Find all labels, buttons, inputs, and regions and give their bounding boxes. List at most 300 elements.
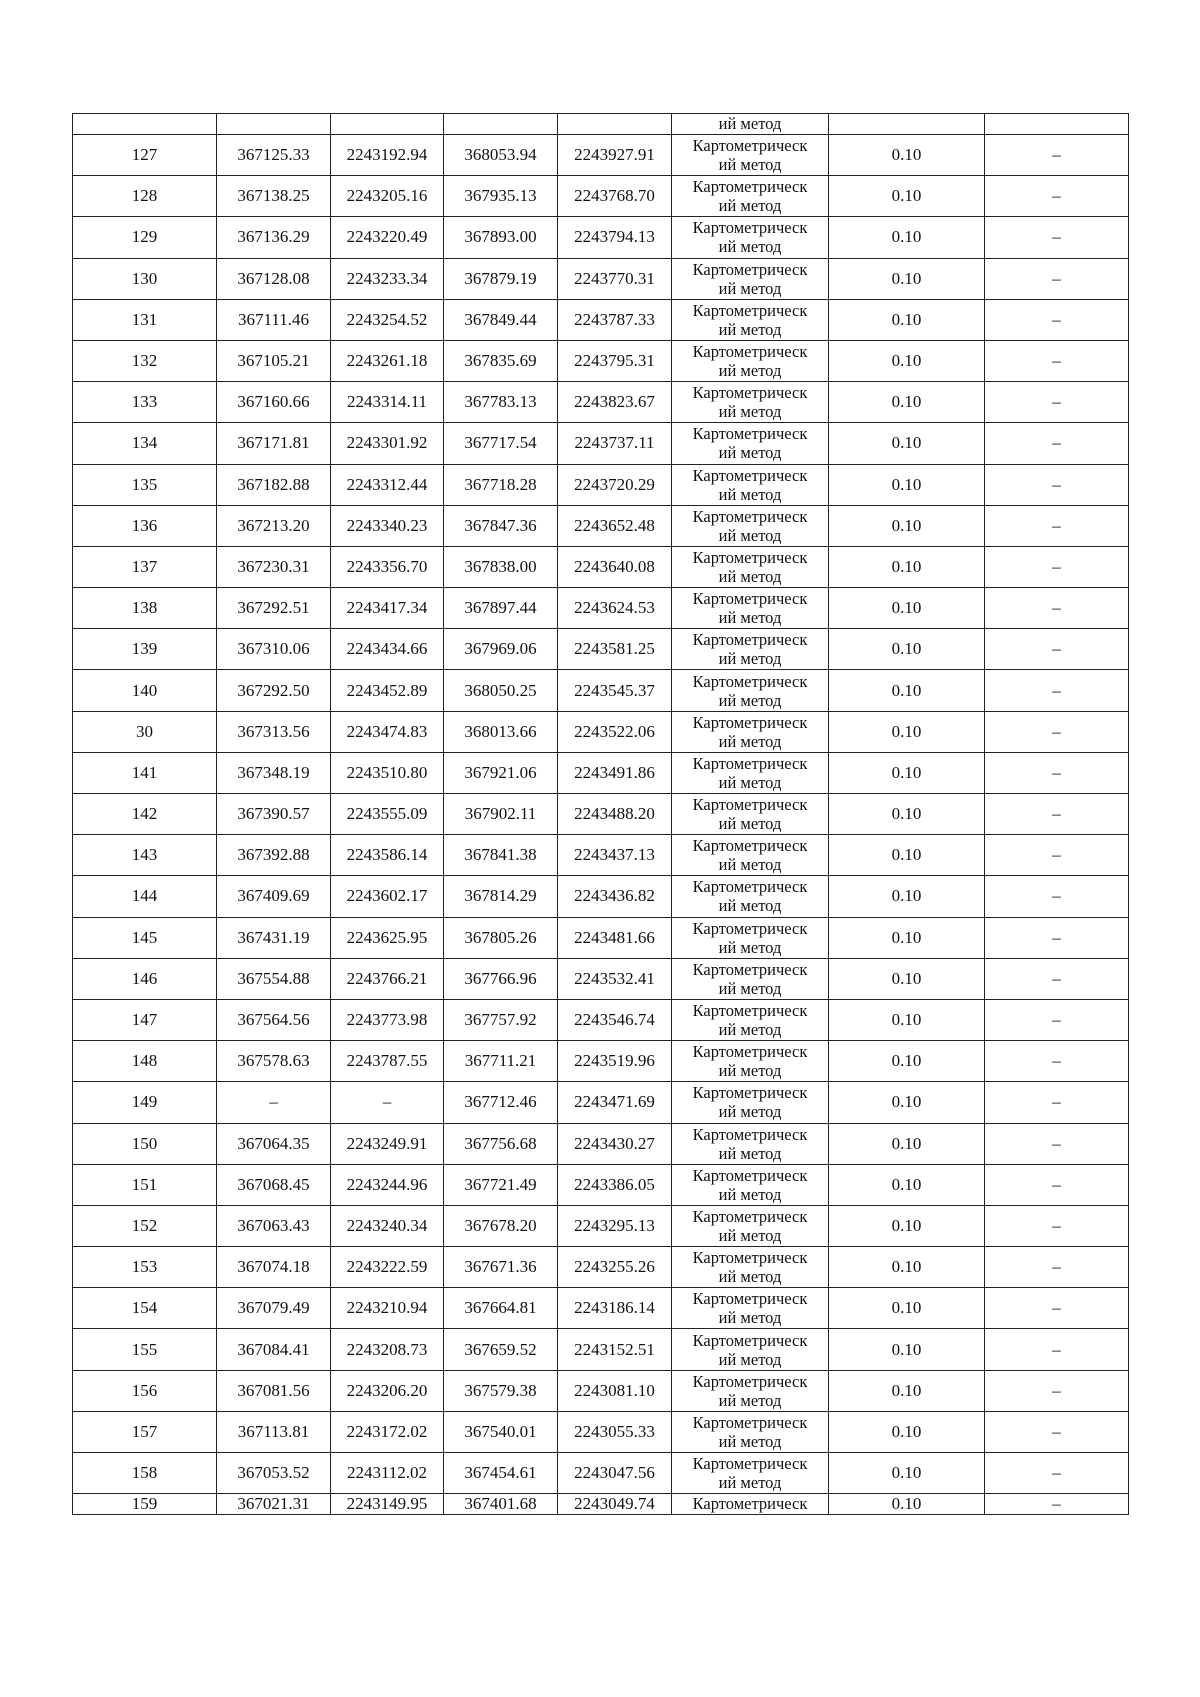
cell-num: 30 — [73, 711, 217, 752]
cell-num: 158 — [73, 1453, 217, 1494]
cell-method — [672, 752, 829, 793]
cell-y2: 2243436.82 — [558, 876, 672, 917]
cell-y1: 2243452.89 — [331, 670, 444, 711]
cell-last: – — [985, 999, 1129, 1040]
cell-y1: 2243254.52 — [331, 299, 444, 340]
cell-accuracy: 0.10 — [829, 629, 985, 670]
cell-y2: 2243795.31 — [558, 340, 672, 381]
cell-x2: 367678.20 — [444, 1205, 558, 1246]
cell-method — [672, 1041, 829, 1082]
method-text: Картометрическ ий метод — [692, 136, 808, 175]
cell-num: 145 — [73, 917, 217, 958]
cell-method — [672, 176, 829, 217]
method-text: Картометрическ ий метод — [692, 589, 808, 628]
cell-method — [672, 1494, 829, 1515]
cell-y2: 2243491.86 — [558, 752, 672, 793]
cell-y2: 2243640.08 — [558, 546, 672, 587]
cell-method — [672, 1288, 829, 1329]
cell-y2: 2243768.70 — [558, 176, 672, 217]
cell-accuracy: 0.10 — [829, 958, 985, 999]
cell-y1: 2243261.18 — [331, 340, 444, 381]
method-text: Картометрическ ий метод — [692, 1248, 808, 1287]
cell-x2: 367540.01 — [444, 1411, 558, 1452]
cell-y2: 2243049.74 — [558, 1494, 672, 1515]
cell-y2: 2243152.51 — [558, 1329, 672, 1370]
cell-x1: 367182.88 — [217, 464, 331, 505]
cell-x1: 367053.52 — [217, 1453, 331, 1494]
cell-x1: 367138.25 — [217, 176, 331, 217]
cell-y2: 2243386.05 — [558, 1164, 672, 1205]
cell-x1: 367068.45 — [217, 1164, 331, 1205]
cell-accuracy: 0.10 — [829, 176, 985, 217]
cell-y2: 2243770.31 — [558, 258, 672, 299]
cell-y2: 2243546.74 — [558, 999, 672, 1040]
cell-y1: 2243240.34 — [331, 1205, 444, 1246]
table-row — [73, 917, 1129, 958]
cell-num: 149 — [73, 1082, 217, 1123]
cell-x1: 367136.29 — [217, 217, 331, 258]
cell-x2 — [444, 114, 558, 135]
cell-y2: 2243488.20 — [558, 794, 672, 835]
cell-y1: 2243206.20 — [331, 1370, 444, 1411]
cell-last: – — [985, 1411, 1129, 1452]
cell-x1: 367392.88 — [217, 835, 331, 876]
table-row — [73, 876, 1129, 917]
table-row — [73, 1164, 1129, 1205]
cell-method — [672, 258, 829, 299]
cell-method — [672, 1329, 829, 1370]
cell-y1: 2243602.17 — [331, 876, 444, 917]
cell-x2: 367935.13 — [444, 176, 558, 217]
cell-num: 154 — [73, 1288, 217, 1329]
cell-num: 157 — [73, 1411, 217, 1452]
table-row — [73, 588, 1129, 629]
cell-num: 146 — [73, 958, 217, 999]
cell-num: 140 — [73, 670, 217, 711]
cell-y2: 2243471.69 — [558, 1082, 672, 1123]
cell-accuracy: 0.10 — [829, 752, 985, 793]
cell-method — [672, 464, 829, 505]
cell-num: 129 — [73, 217, 217, 258]
cell-num: 155 — [73, 1329, 217, 1370]
cell-num: 150 — [73, 1123, 217, 1164]
method-text: Картометрическ ий метод — [692, 959, 808, 998]
cell-x1: 367310.06 — [217, 629, 331, 670]
cell-accuracy: 0.10 — [829, 876, 985, 917]
cell-y2: 2243047.56 — [558, 1453, 672, 1494]
cell-x2: 367805.26 — [444, 917, 558, 958]
cell-x2: 367711.21 — [444, 1041, 558, 1082]
cell-last: – — [985, 1453, 1129, 1494]
table-row — [73, 505, 1129, 546]
cell-accuracy: 0.10 — [829, 1288, 985, 1329]
cell-last: – — [985, 1041, 1129, 1082]
method-text: Картометрическ ий метод — [692, 547, 808, 586]
table-row — [73, 1123, 1129, 1164]
cell-method — [672, 546, 829, 587]
cell-method — [672, 1370, 829, 1411]
cell-x1: 367348.19 — [217, 752, 331, 793]
table-row — [73, 670, 1129, 711]
cell-y1: 2243192.94 — [331, 135, 444, 176]
cell-y2: 2243794.13 — [558, 217, 672, 258]
table-row — [73, 135, 1129, 176]
method-text: Картометрическ ий метод — [692, 1330, 808, 1369]
cell-method — [672, 382, 829, 423]
cell-num: 156 — [73, 1370, 217, 1411]
table-row — [73, 340, 1129, 381]
cell-y1: 2243149.95 — [331, 1494, 444, 1515]
cell-x1: 367431.19 — [217, 917, 331, 958]
cell-accuracy: 0.10 — [829, 1494, 985, 1515]
table-row — [73, 464, 1129, 505]
cell-accuracy: 0.10 — [829, 464, 985, 505]
cell-y1: 2243625.95 — [331, 917, 444, 958]
cell-x2: 367579.38 — [444, 1370, 558, 1411]
cell-y2: 2243055.33 — [558, 1411, 672, 1452]
cell-y2: 2243295.13 — [558, 1205, 672, 1246]
cell-accuracy: 0.10 — [829, 1082, 985, 1123]
table-row — [73, 382, 1129, 423]
cell-y2: 2243430.27 — [558, 1123, 672, 1164]
cell-accuracy — [829, 114, 985, 135]
method-text: Картометрическ ий метод — [692, 1001, 808, 1040]
table-row — [73, 299, 1129, 340]
table-row — [73, 1329, 1129, 1370]
cell-y1: 2243555.09 — [331, 794, 444, 835]
cell-accuracy: 0.10 — [829, 588, 985, 629]
method-text: Картометрическ ий метод — [692, 877, 808, 916]
cell-x2: 367921.06 — [444, 752, 558, 793]
cell-x1: 367160.66 — [217, 382, 331, 423]
cell-x1: 367064.35 — [217, 1123, 331, 1164]
cell-y1: 2243233.34 — [331, 258, 444, 299]
cell-method — [672, 958, 829, 999]
cell-num: 139 — [73, 629, 217, 670]
cell-last: – — [985, 1494, 1129, 1515]
cell-y2: 2243255.26 — [558, 1247, 672, 1288]
method-text: ий метод — [718, 114, 782, 133]
cell-y1: – — [331, 1082, 444, 1123]
table-row — [73, 176, 1129, 217]
cell-x2: 367893.00 — [444, 217, 558, 258]
cell-num: 144 — [73, 876, 217, 917]
cell-y1: 2243417.34 — [331, 588, 444, 629]
cell-y2: 2243481.66 — [558, 917, 672, 958]
cell-last: – — [985, 217, 1129, 258]
cell-y2: 2243437.13 — [558, 835, 672, 876]
cell-x1: 367105.21 — [217, 340, 331, 381]
method-text: Картометрическ ий метод — [692, 918, 808, 957]
cell-num: 141 — [73, 752, 217, 793]
cell-last: – — [985, 629, 1129, 670]
cell-method — [672, 835, 829, 876]
cell-y1: 2243474.83 — [331, 711, 444, 752]
cell-x2: 367721.49 — [444, 1164, 558, 1205]
method-text: Картометрическ ий метод — [692, 1206, 808, 1245]
cell-x2: 368053.94 — [444, 135, 558, 176]
cell-y1: 2243301.92 — [331, 423, 444, 464]
cell-method — [672, 299, 829, 340]
table-row — [73, 958, 1129, 999]
cell-x1: – — [217, 1082, 331, 1123]
cell-num: 128 — [73, 176, 217, 217]
cell-y1: 2243314.11 — [331, 382, 444, 423]
cell-x2: 367757.92 — [444, 999, 558, 1040]
cell-x2: 367783.13 — [444, 382, 558, 423]
cell-last: – — [985, 1205, 1129, 1246]
cell-accuracy: 0.10 — [829, 999, 985, 1040]
table-row — [73, 258, 1129, 299]
cell-accuracy: 0.10 — [829, 1370, 985, 1411]
cell-x2: 367766.96 — [444, 958, 558, 999]
cell-y1: 2243220.49 — [331, 217, 444, 258]
table-row — [73, 1082, 1129, 1123]
table-row — [73, 629, 1129, 670]
cell-accuracy: 0.10 — [829, 1164, 985, 1205]
cell-last: – — [985, 752, 1129, 793]
cell-accuracy: 0.10 — [829, 794, 985, 835]
cell-y2: 2243545.37 — [558, 670, 672, 711]
cell-x1: 367390.57 — [217, 794, 331, 835]
cell-method — [672, 588, 829, 629]
cell-x1 — [217, 114, 331, 135]
cell-accuracy: 0.10 — [829, 546, 985, 587]
cell-y2: 2243737.11 — [558, 423, 672, 464]
table-row — [73, 711, 1129, 752]
table-row — [73, 999, 1129, 1040]
table-row — [73, 1288, 1129, 1329]
table-row — [73, 1453, 1129, 1494]
cell-num: 137 — [73, 546, 217, 587]
table-row — [73, 752, 1129, 793]
cell-x1: 367578.63 — [217, 1041, 331, 1082]
cell-x1: 367564.56 — [217, 999, 331, 1040]
cell-last: – — [985, 505, 1129, 546]
method-text: Картометрическ ий метод — [692, 1412, 808, 1451]
cell-y2: 2243186.14 — [558, 1288, 672, 1329]
cell-method — [672, 711, 829, 752]
cell-num: 142 — [73, 794, 217, 835]
cell-x2: 367671.36 — [444, 1247, 558, 1288]
cell-x1: 367292.50 — [217, 670, 331, 711]
cell-accuracy: 0.10 — [829, 1205, 985, 1246]
cell-y2: 2243652.48 — [558, 505, 672, 546]
cell-x2: 367712.46 — [444, 1082, 558, 1123]
cell-accuracy: 0.10 — [829, 670, 985, 711]
cell-last: – — [985, 176, 1129, 217]
cell-last: – — [985, 135, 1129, 176]
method-text: Картометрическ ий метод — [692, 300, 808, 339]
method-text: Картометрическ ий метод — [692, 424, 808, 463]
cell-y1: 2243112.02 — [331, 1453, 444, 1494]
cell-accuracy: 0.10 — [829, 835, 985, 876]
cell-x2: 367847.36 — [444, 505, 558, 546]
cell-num: 134 — [73, 423, 217, 464]
table-row — [73, 794, 1129, 835]
method-text: Картометрическ ий метод — [692, 1042, 808, 1081]
cell-accuracy: 0.10 — [829, 1329, 985, 1370]
cell-method — [672, 629, 829, 670]
cell-last: – — [985, 340, 1129, 381]
table-row — [73, 1411, 1129, 1452]
cell-x2: 367664.81 — [444, 1288, 558, 1329]
cell-x1: 367113.81 — [217, 1411, 331, 1452]
cell-y1: 2243586.14 — [331, 835, 444, 876]
cell-accuracy: 0.10 — [829, 217, 985, 258]
cell-x1: 367292.51 — [217, 588, 331, 629]
cell-y2: 2243081.10 — [558, 1370, 672, 1411]
cell-last: – — [985, 588, 1129, 629]
cell-accuracy: 0.10 — [829, 423, 985, 464]
cell-x2: 367454.61 — [444, 1453, 558, 1494]
cell-last: – — [985, 917, 1129, 958]
coordinates-table — [72, 113, 1129, 1515]
cell-x2: 368013.66 — [444, 711, 558, 752]
table-row — [73, 1247, 1129, 1288]
cell-last: – — [985, 1370, 1129, 1411]
cell-last: – — [985, 1082, 1129, 1123]
cell-y2: 2243581.25 — [558, 629, 672, 670]
method-text: Картометрическ ий метод — [692, 342, 808, 381]
cell-method — [672, 135, 829, 176]
table-row — [73, 217, 1129, 258]
cell-method — [672, 876, 829, 917]
cell-x1: 367111.46 — [217, 299, 331, 340]
cell-num: 143 — [73, 835, 217, 876]
method-text: Картометрическ ий метод — [692, 753, 808, 792]
cell-accuracy: 0.10 — [829, 299, 985, 340]
cell-x2: 367838.00 — [444, 546, 558, 587]
cell-last: – — [985, 711, 1129, 752]
table-row — [73, 546, 1129, 587]
cell-y1 — [331, 114, 444, 135]
method-text: Картометрическ ий метод — [692, 177, 808, 216]
cell-last: – — [985, 876, 1129, 917]
cell-method — [672, 114, 829, 135]
cell-y1: 2243434.66 — [331, 629, 444, 670]
method-text: Картометрическ ий метод — [692, 218, 808, 257]
cell-last: – — [985, 1288, 1129, 1329]
cell-y1: 2243773.98 — [331, 999, 444, 1040]
cell-y1: 2243222.59 — [331, 1247, 444, 1288]
cell-last: – — [985, 958, 1129, 999]
cell-y1: 2243244.96 — [331, 1164, 444, 1205]
cell-last: – — [985, 794, 1129, 835]
cell-x1: 367409.69 — [217, 876, 331, 917]
cell-num: 136 — [73, 505, 217, 546]
method-text: Картометрическ ий метод — [692, 259, 808, 298]
cell-last — [985, 114, 1129, 135]
cell-y2: 2243522.06 — [558, 711, 672, 752]
table-row-continued — [73, 114, 1129, 135]
cell-y2: 2243823.67 — [558, 382, 672, 423]
cell-method — [672, 217, 829, 258]
cell-y1: 2243249.91 — [331, 1123, 444, 1164]
cell-num: 138 — [73, 588, 217, 629]
cell-y1: 2243340.23 — [331, 505, 444, 546]
table-row-cut — [73, 1494, 1129, 1515]
cell-last: – — [985, 1329, 1129, 1370]
cell-y2: 2243720.29 — [558, 464, 672, 505]
cell-y1: 2243210.94 — [331, 1288, 444, 1329]
cell-method — [672, 670, 829, 711]
cell-accuracy: 0.10 — [829, 1453, 985, 1494]
cell-num: 148 — [73, 1041, 217, 1082]
cell-method — [672, 423, 829, 464]
method-text: Картометрическ ий метод — [692, 836, 808, 875]
method-text: Картометрическ ий метод — [692, 506, 808, 545]
cell-x2: 367897.44 — [444, 588, 558, 629]
cell-x1: 367084.41 — [217, 1329, 331, 1370]
cell-x2: 367902.11 — [444, 794, 558, 835]
cell-accuracy: 0.10 — [829, 258, 985, 299]
cell-num: 131 — [73, 299, 217, 340]
cell-x2: 367814.29 — [444, 876, 558, 917]
cell-num: 152 — [73, 1205, 217, 1246]
cell-x2: 367841.38 — [444, 835, 558, 876]
cell-method — [672, 794, 829, 835]
cell-y2: 2243532.41 — [558, 958, 672, 999]
cell-num — [73, 114, 217, 135]
table-row — [73, 1370, 1129, 1411]
cell-x1: 367313.56 — [217, 711, 331, 752]
cell-x1: 367171.81 — [217, 423, 331, 464]
cell-accuracy: 0.10 — [829, 1041, 985, 1082]
cell-method — [672, 999, 829, 1040]
cell-num: 151 — [73, 1164, 217, 1205]
cell-method — [672, 505, 829, 546]
cell-accuracy: 0.10 — [829, 135, 985, 176]
cell-last: – — [985, 299, 1129, 340]
cell-x1: 367125.33 — [217, 135, 331, 176]
cell-x1: 367554.88 — [217, 958, 331, 999]
method-text: Картометрическ ий метод — [692, 465, 808, 504]
cell-num: 159 — [73, 1494, 217, 1515]
cell-method — [672, 917, 829, 958]
cell-num: 132 — [73, 340, 217, 381]
method-text: Картометрическ ий метод — [692, 1289, 808, 1328]
cell-x2: 367849.44 — [444, 299, 558, 340]
cell-accuracy: 0.10 — [829, 711, 985, 752]
cell-y1: 2243356.70 — [331, 546, 444, 587]
method-text: Картометрическ ий метод — [692, 1165, 808, 1204]
cell-y2: 2243787.33 — [558, 299, 672, 340]
cell-method — [672, 1411, 829, 1452]
cell-y1: 2243172.02 — [331, 1411, 444, 1452]
cell-x1: 367079.49 — [217, 1288, 331, 1329]
cell-y1: 2243510.80 — [331, 752, 444, 793]
cell-last: – — [985, 464, 1129, 505]
cell-x1: 367230.31 — [217, 546, 331, 587]
cell-last: – — [985, 382, 1129, 423]
method-text: Картометрическ ий метод — [692, 383, 808, 422]
method-text: Картометрическ ий метод — [692, 712, 808, 751]
cell-num: 127 — [73, 135, 217, 176]
cell-method — [672, 1082, 829, 1123]
cell-method — [672, 1164, 829, 1205]
cell-accuracy: 0.10 — [829, 505, 985, 546]
cell-last: – — [985, 1123, 1129, 1164]
cell-x2: 367717.54 — [444, 423, 558, 464]
cell-accuracy: 0.10 — [829, 1247, 985, 1288]
cell-accuracy: 0.10 — [829, 340, 985, 381]
method-text: Картометрическ ий метод — [692, 1083, 808, 1122]
cell-last: – — [985, 1164, 1129, 1205]
cell-x2: 367756.68 — [444, 1123, 558, 1164]
cell-accuracy: 0.10 — [829, 917, 985, 958]
cell-x2: 367969.06 — [444, 629, 558, 670]
